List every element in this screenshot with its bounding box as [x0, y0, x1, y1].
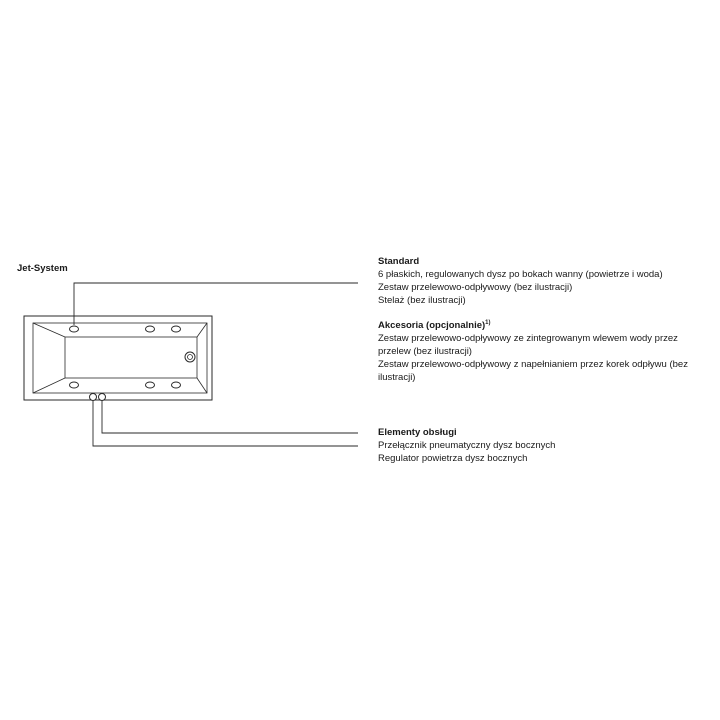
standard-heading: Standard [378, 256, 420, 267]
side-jet [70, 326, 79, 332]
accessories-item: Zestaw przelewowo-odpływowy z napełnianiem przez korek odpływu (bez ilustracji) [378, 359, 688, 383]
controls-item: Regulator powietrza dysz bocznych [378, 453, 528, 464]
accessories-heading-text: Akcesoria (opcjonalnie) [378, 320, 486, 331]
basin-corner-line [197, 378, 207, 393]
accessories-heading [378, 319, 491, 332]
air-regulator-icon [99, 394, 106, 401]
drain-inner [188, 355, 193, 360]
standard-item: Stelaż (bez ilustracji) [378, 295, 466, 306]
leader-line-standard [74, 283, 358, 325]
standard-item: 6 płaskich, regulowanych dysz po bokach wanny (powietrze i woda) [378, 269, 663, 280]
leader-line-switch [93, 401, 358, 446]
bathtub-floor [65, 337, 197, 378]
accessories-item: Zestaw przelewowo-odpływowy ze zintegrowanym wlewem wody przez przelew (bez ilustracji) [378, 333, 678, 357]
side-jet [172, 382, 181, 388]
basin-corner-line [197, 323, 207, 337]
standard-item: Zestaw przelewowo-odpływowy (bez ilustracji) [378, 282, 573, 293]
bathtub-basin [33, 323, 207, 393]
side-jet [146, 326, 155, 332]
diagram-title: Jet-System [17, 263, 68, 274]
basin-corner-line [33, 378, 65, 393]
bathtub-outer-rim [24, 316, 212, 400]
side-jet [70, 382, 79, 388]
basin-corner-line [33, 323, 65, 337]
controls-heading: Elementy obsługi [378, 427, 457, 438]
side-jet [146, 382, 155, 388]
footnote-marker: 1) [485, 319, 491, 326]
side-jet [172, 326, 181, 332]
leader-line-regulator [102, 401, 358, 433]
controls-item: Przełącznik pneumatyczny dysz bocznych [378, 440, 556, 451]
pneumatic-switch-icon [90, 394, 97, 401]
